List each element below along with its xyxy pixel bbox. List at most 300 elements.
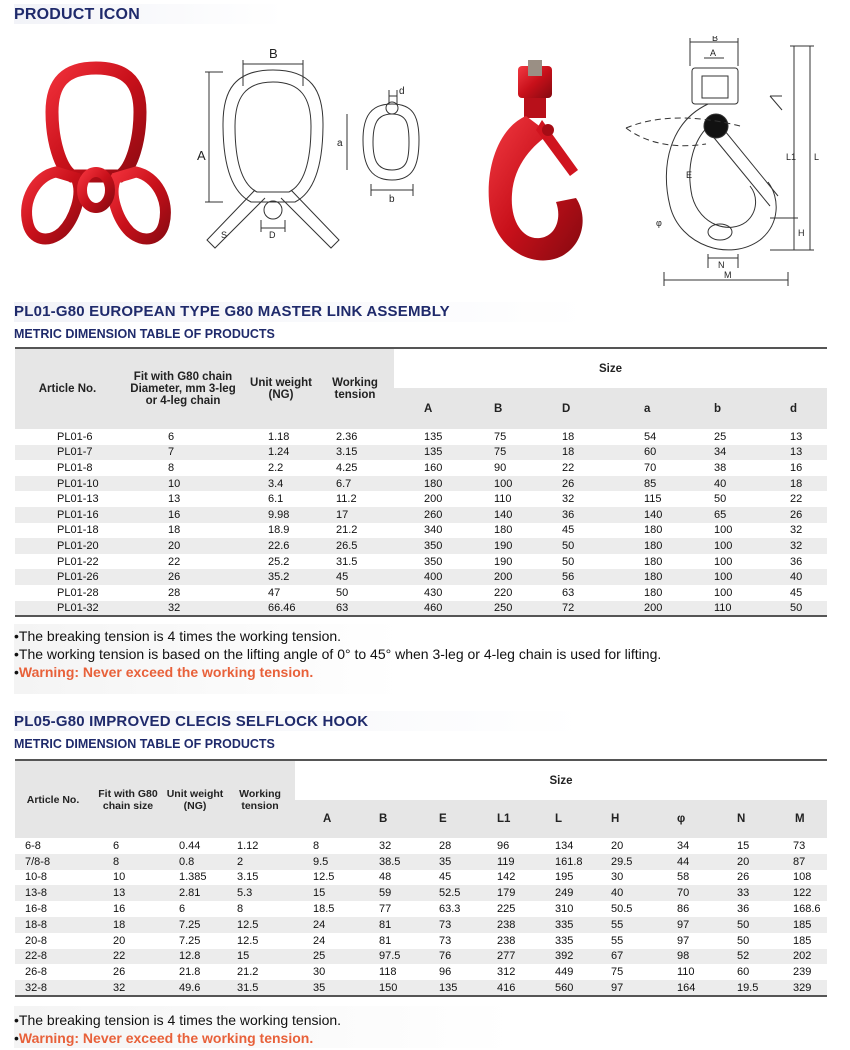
table-cell: 335 bbox=[531, 933, 589, 949]
table-cell: 12.5 bbox=[295, 870, 353, 886]
table-cell: 190 bbox=[472, 554, 544, 570]
table-cell: 56 bbox=[544, 569, 614, 585]
table-cell: 22-8 bbox=[15, 949, 91, 965]
table-cell: 32 bbox=[91, 980, 165, 996]
col-size-a-small: a bbox=[614, 388, 686, 429]
hook-label-l: L bbox=[814, 152, 820, 162]
table-cell: 21.8 bbox=[165, 964, 225, 980]
col2-size-l: L bbox=[531, 800, 589, 838]
table-cell: 560 bbox=[531, 980, 589, 996]
table-cell: 40 bbox=[686, 476, 760, 492]
col2-size-a: A bbox=[295, 800, 353, 838]
table-cell: 238 bbox=[471, 917, 531, 933]
table-cell: 81 bbox=[353, 917, 411, 933]
hook-label-phi: φ bbox=[656, 218, 662, 228]
table-cell: 52 bbox=[707, 949, 771, 965]
col2-size-n: N bbox=[707, 800, 771, 838]
table-cell: 100 bbox=[686, 585, 760, 601]
table-cell: 26 bbox=[120, 569, 246, 585]
table-cell: 8 bbox=[225, 901, 295, 917]
table-cell: 86 bbox=[647, 901, 707, 917]
table-cell: 45 bbox=[544, 523, 614, 539]
section1-subtitle: METRIC DIMENSION TABLE OF PRODUCTS bbox=[14, 327, 275, 341]
master-link-photo bbox=[14, 60, 179, 255]
link-label-b: B bbox=[269, 46, 278, 61]
table-cell: 35.2 bbox=[246, 569, 316, 585]
table-cell: 24 bbox=[295, 933, 353, 949]
col-tension: Working tension bbox=[316, 348, 394, 429]
table-cell: 225 bbox=[471, 901, 531, 917]
table-cell: 13 bbox=[760, 429, 827, 445]
col2-size-phi: φ bbox=[647, 800, 707, 838]
warning2-line bbox=[14, 1029, 341, 1047]
link-label-a: A bbox=[197, 148, 206, 163]
table-cell: 200 bbox=[472, 569, 544, 585]
table-cell: 25 bbox=[686, 429, 760, 445]
col-size-b: B bbox=[472, 388, 544, 429]
table-cell: 36 bbox=[760, 554, 827, 570]
table-cell: 32 bbox=[760, 523, 827, 539]
small-label-b: b bbox=[389, 194, 395, 205]
table-cell: PL01-16 bbox=[15, 507, 120, 523]
table-cell: 20 bbox=[589, 838, 647, 854]
table-cell: 54 bbox=[614, 429, 686, 445]
table-cell: 6 bbox=[120, 429, 246, 445]
table-cell: 180 bbox=[614, 569, 686, 585]
table-cell: 45 bbox=[411, 870, 471, 886]
table-cell: 38 bbox=[686, 460, 760, 476]
table-cell: 13 bbox=[760, 445, 827, 461]
link-label-d: D bbox=[269, 230, 276, 240]
table-cell: 161.8 bbox=[531, 854, 589, 870]
col-size-d-small: d bbox=[760, 388, 827, 429]
table-cell: 0.8 bbox=[165, 854, 225, 870]
master-link-row bbox=[15, 507, 827, 523]
table-cell: 115 bbox=[614, 491, 686, 507]
table-cell: 18-8 bbox=[15, 917, 91, 933]
hook-label-h: H bbox=[798, 228, 805, 238]
warning-text: Warning: Never exceed the working tension. bbox=[18, 664, 314, 680]
table-cell: 168.6 bbox=[771, 901, 827, 917]
note-breaking-tension: •The breaking tension is 4 times the working tension. bbox=[14, 628, 342, 644]
hook-row bbox=[15, 885, 827, 901]
master-link-row bbox=[15, 445, 827, 461]
table-cell: 134 bbox=[531, 838, 589, 854]
table-cell: 20 bbox=[707, 854, 771, 870]
table-cell: 110 bbox=[472, 491, 544, 507]
table-cell: 0.44 bbox=[165, 838, 225, 854]
table-cell: 96 bbox=[471, 838, 531, 854]
hook-row bbox=[15, 964, 827, 980]
table-cell: 81 bbox=[353, 933, 411, 949]
selflock-hook-table bbox=[15, 759, 827, 997]
table-cell: 75 bbox=[472, 445, 544, 461]
table-cell: 400 bbox=[394, 569, 472, 585]
master-link-row bbox=[15, 538, 827, 554]
table-cell: 70 bbox=[647, 885, 707, 901]
table-cell: PL01-32 bbox=[15, 601, 120, 617]
table-cell: 180 bbox=[394, 476, 472, 492]
master-link-row bbox=[15, 491, 827, 507]
table-cell: 32 bbox=[544, 491, 614, 507]
table-cell: 59 bbox=[353, 885, 411, 901]
table-cell: 100 bbox=[686, 554, 760, 570]
table-cell: 20-8 bbox=[15, 933, 91, 949]
table-cell: 32-8 bbox=[15, 980, 91, 996]
table-cell: 200 bbox=[614, 601, 686, 617]
table-cell: 4.25 bbox=[316, 460, 394, 476]
table-cell: 5.3 bbox=[225, 885, 295, 901]
table-cell: 118 bbox=[353, 964, 411, 980]
table-cell: 36 bbox=[544, 507, 614, 523]
table-cell: 26 bbox=[707, 870, 771, 886]
table-cell: 73 bbox=[411, 933, 471, 949]
table-cell: 180 bbox=[614, 523, 686, 539]
col2-weight: Unit weight (NG) bbox=[165, 760, 225, 838]
table-cell: 1.12 bbox=[225, 838, 295, 854]
table-cell: 15 bbox=[225, 949, 295, 965]
col2-size-h: H bbox=[589, 800, 647, 838]
table-cell: 3.15 bbox=[316, 445, 394, 461]
table-cell: 312 bbox=[471, 964, 531, 980]
table-cell: 49.6 bbox=[165, 980, 225, 996]
table-cell: 31.5 bbox=[316, 554, 394, 570]
table-cell: PL01-18 bbox=[15, 523, 120, 539]
table-cell: 25 bbox=[295, 949, 353, 965]
table-cell: 75 bbox=[589, 964, 647, 980]
table-cell: 340 bbox=[394, 523, 472, 539]
table-cell: 3.15 bbox=[225, 870, 295, 886]
table-cell: 1.18 bbox=[246, 429, 316, 445]
table-cell: 200 bbox=[394, 491, 472, 507]
table-cell: 60 bbox=[707, 964, 771, 980]
table-cell: 34 bbox=[686, 445, 760, 461]
table-cell: 97.5 bbox=[353, 949, 411, 965]
table-cell: 66.46 bbox=[246, 601, 316, 617]
table-cell: 10 bbox=[120, 476, 246, 492]
table-cell: 108 bbox=[771, 870, 827, 886]
table-cell: 160 bbox=[394, 460, 472, 476]
table-cell: 8 bbox=[91, 854, 165, 870]
table-cell: 150 bbox=[353, 980, 411, 996]
col2-tension: Working tension bbox=[225, 760, 295, 838]
table-cell: 12.5 bbox=[225, 933, 295, 949]
table-cell: 260 bbox=[394, 507, 472, 523]
small-label-d: d bbox=[399, 86, 405, 97]
table-cell: 30 bbox=[295, 964, 353, 980]
table-cell: 22 bbox=[120, 554, 246, 570]
table-cell: 202 bbox=[771, 949, 827, 965]
table-cell: 10-8 bbox=[15, 870, 91, 886]
table-cell: 335 bbox=[531, 917, 589, 933]
table-cell: 48 bbox=[353, 870, 411, 886]
table-cell: 97 bbox=[647, 933, 707, 949]
table-cell: 26.5 bbox=[316, 538, 394, 554]
table-cell: 6 bbox=[91, 838, 165, 854]
table-cell: 180 bbox=[614, 554, 686, 570]
table-cell: 63 bbox=[544, 585, 614, 601]
table-cell: 277 bbox=[471, 949, 531, 965]
table-cell: 87 bbox=[771, 854, 827, 870]
table-cell: 22 bbox=[91, 949, 165, 965]
table-cell: 97 bbox=[589, 980, 647, 996]
table-cell: 238 bbox=[471, 933, 531, 949]
table-cell: 22 bbox=[760, 491, 827, 507]
section1-notes bbox=[14, 627, 661, 681]
table-cell: 135 bbox=[394, 445, 472, 461]
table-cell: 75 bbox=[472, 429, 544, 445]
table-cell: 6-8 bbox=[15, 838, 91, 854]
table-cell: 329 bbox=[771, 980, 827, 996]
table-cell: 7.25 bbox=[165, 933, 225, 949]
table-cell: 195 bbox=[531, 870, 589, 886]
table-cell: 18 bbox=[760, 476, 827, 492]
table-cell: 70 bbox=[614, 460, 686, 476]
table-cell: 140 bbox=[614, 507, 686, 523]
table-cell: 40 bbox=[589, 885, 647, 901]
table-cell: 13 bbox=[91, 885, 165, 901]
table-cell: 15 bbox=[295, 885, 353, 901]
table-cell: PL01-10 bbox=[15, 476, 120, 492]
table-cell: 16 bbox=[760, 460, 827, 476]
table-cell: 140 bbox=[472, 507, 544, 523]
master-link-row bbox=[15, 429, 827, 445]
hook-row bbox=[15, 838, 827, 854]
table-cell: 55 bbox=[589, 933, 647, 949]
table-cell: 50 bbox=[760, 601, 827, 617]
table-cell: 110 bbox=[686, 601, 760, 617]
table-cell: 50 bbox=[544, 538, 614, 554]
table-cell: 135 bbox=[394, 429, 472, 445]
table-cell: 18 bbox=[120, 523, 246, 539]
table-cell: 77 bbox=[353, 901, 411, 917]
hook-row bbox=[15, 901, 827, 917]
hook-row bbox=[15, 917, 827, 933]
table-cell: 52.5 bbox=[411, 885, 471, 901]
table-cell: 31.5 bbox=[225, 980, 295, 996]
col2-size-e: E bbox=[411, 800, 471, 838]
table-cell: 164 bbox=[647, 980, 707, 996]
table-cell: 11.2 bbox=[316, 491, 394, 507]
table-cell: PL01-28 bbox=[15, 585, 120, 601]
table-cell: 21.2 bbox=[316, 523, 394, 539]
table-cell: 239 bbox=[771, 964, 827, 980]
table-cell: 190 bbox=[472, 538, 544, 554]
table-cell: 16 bbox=[120, 507, 246, 523]
table-cell: 15 bbox=[707, 838, 771, 854]
table-cell: 8 bbox=[295, 838, 353, 854]
table-cell: 416 bbox=[471, 980, 531, 996]
table-cell: 2 bbox=[225, 854, 295, 870]
table-cell: PL01-7 bbox=[15, 445, 120, 461]
table-cell: 25.2 bbox=[246, 554, 316, 570]
table-cell: 18 bbox=[91, 917, 165, 933]
master-link-row bbox=[15, 523, 827, 539]
note-lifting-angle: •The working tension is based on the lifting angle of 0° to 45° when 3-leg or 4-leg chain is used for lifting. bbox=[14, 646, 662, 662]
table-cell: 350 bbox=[394, 554, 472, 570]
col2-size-l1: L1 bbox=[471, 800, 531, 838]
table-cell: 44 bbox=[647, 854, 707, 870]
warning-line bbox=[14, 663, 661, 681]
hook-row bbox=[15, 933, 827, 949]
table-cell: 50 bbox=[316, 585, 394, 601]
master-link-row bbox=[15, 585, 827, 601]
table-cell: 58 bbox=[647, 870, 707, 886]
master-link-row bbox=[15, 476, 827, 492]
hook-label-a: A bbox=[710, 48, 717, 58]
link-label-s: S bbox=[221, 230, 228, 240]
table-cell: 26-8 bbox=[15, 964, 91, 980]
table-cell: 55 bbox=[589, 917, 647, 933]
table-cell: 7.25 bbox=[165, 917, 225, 933]
table-cell: 47 bbox=[246, 585, 316, 601]
warning-bullet: • bbox=[14, 664, 19, 680]
table-cell: 26 bbox=[760, 507, 827, 523]
hook-row bbox=[15, 870, 827, 886]
table-cell: 29.5 bbox=[589, 854, 647, 870]
table-cell: 30 bbox=[589, 870, 647, 886]
table-cell: 250 bbox=[472, 601, 544, 617]
table-cell: 12.8 bbox=[165, 949, 225, 965]
selflock-hook-photo bbox=[478, 60, 593, 275]
table-cell: 2.36 bbox=[316, 429, 394, 445]
table-cell: PL01-26 bbox=[15, 569, 120, 585]
table-cell: 76 bbox=[411, 949, 471, 965]
table-cell: 50.5 bbox=[589, 901, 647, 917]
table-cell: 85 bbox=[614, 476, 686, 492]
master-link-table bbox=[15, 347, 827, 617]
col2-size-b: B bbox=[353, 800, 411, 838]
master-link-row bbox=[15, 601, 827, 617]
table-cell: 7 bbox=[120, 445, 246, 461]
table-cell: 65 bbox=[686, 507, 760, 523]
table-cell: 35 bbox=[295, 980, 353, 996]
table-cell: 73 bbox=[771, 838, 827, 854]
table-cell: 67 bbox=[589, 949, 647, 965]
table-cell: 100 bbox=[686, 523, 760, 539]
table-cell: 13 bbox=[120, 491, 246, 507]
table-cell: 8 bbox=[120, 460, 246, 476]
table-cell: 100 bbox=[472, 476, 544, 492]
table-cell: 32 bbox=[760, 538, 827, 554]
hook-label-l1: L1 bbox=[786, 152, 797, 162]
table-cell: 2.81 bbox=[165, 885, 225, 901]
table-cell: 72 bbox=[544, 601, 614, 617]
table-cell: 97 bbox=[647, 917, 707, 933]
master-link-row bbox=[15, 460, 827, 476]
col-size-a: A bbox=[394, 388, 472, 429]
small-label-a: a bbox=[337, 138, 343, 149]
table-cell: 6 bbox=[165, 901, 225, 917]
hook-label-e: E bbox=[686, 170, 693, 180]
table-cell: 13-8 bbox=[15, 885, 91, 901]
master-link-diagram bbox=[195, 42, 350, 257]
table-cell: PL01-13 bbox=[15, 491, 120, 507]
table-cell: 310 bbox=[531, 901, 589, 917]
table-cell: 50 bbox=[707, 917, 771, 933]
table-cell: 19.5 bbox=[707, 980, 771, 996]
table-cell: 9.98 bbox=[246, 507, 316, 523]
table-cell: 122 bbox=[771, 885, 827, 901]
warning2-text: Warning: Never exceed the working tension. bbox=[18, 1030, 314, 1046]
table-cell: 60 bbox=[614, 445, 686, 461]
table-cell: 20 bbox=[120, 538, 246, 554]
table-cell: 28 bbox=[120, 585, 246, 601]
section2-notes bbox=[14, 1011, 341, 1047]
col2-article: Article No. bbox=[15, 760, 91, 838]
table-cell: 63.3 bbox=[411, 901, 471, 917]
table-cell: 35 bbox=[411, 854, 471, 870]
table-cell: 180 bbox=[614, 538, 686, 554]
table-cell: 142 bbox=[471, 870, 531, 886]
table-cell: 40 bbox=[760, 569, 827, 585]
col2-size-m: M bbox=[771, 800, 827, 838]
table-cell: 45 bbox=[316, 569, 394, 585]
table-cell: 45 bbox=[760, 585, 827, 601]
table-cell: PL01-6 bbox=[15, 429, 120, 445]
table-cell: 18.9 bbox=[246, 523, 316, 539]
table-cell: 460 bbox=[394, 601, 472, 617]
table-cell: 63 bbox=[316, 601, 394, 617]
table-cell: 100 bbox=[686, 538, 760, 554]
section2-title: PL05-G80 IMPROVED CLECIS SELFLOCK HOOK bbox=[14, 713, 369, 730]
table-cell: 110 bbox=[647, 964, 707, 980]
col-size-b-small: b bbox=[686, 388, 760, 429]
table-cell: 179 bbox=[471, 885, 531, 901]
table-cell: 6.7 bbox=[316, 476, 394, 492]
table-cell: 16 bbox=[91, 901, 165, 917]
table-cell: 10 bbox=[91, 870, 165, 886]
table-cell: 18.5 bbox=[295, 901, 353, 917]
table-cell: 16-8 bbox=[15, 901, 91, 917]
table-cell: 73 bbox=[411, 917, 471, 933]
table-cell: 90 bbox=[472, 460, 544, 476]
table-cell: 22.6 bbox=[246, 538, 316, 554]
table-cell: 50 bbox=[707, 933, 771, 949]
table-cell: 20 bbox=[91, 933, 165, 949]
table-cell: 9.5 bbox=[295, 854, 353, 870]
table-cell: 185 bbox=[771, 917, 827, 933]
table-cell: 33 bbox=[707, 885, 771, 901]
hook-label-m: M bbox=[724, 270, 732, 280]
table-cell: 180 bbox=[614, 585, 686, 601]
small-link-diagram bbox=[335, 82, 420, 207]
table-cell: 100 bbox=[686, 569, 760, 585]
table-cell: 22 bbox=[544, 460, 614, 476]
warning2-bullet: • bbox=[14, 1030, 19, 1046]
table-cell: 36 bbox=[707, 901, 771, 917]
table-cell: 1.24 bbox=[246, 445, 316, 461]
table-cell: 135 bbox=[411, 980, 471, 996]
table-cell: PL01-20 bbox=[15, 538, 120, 554]
master-link-row bbox=[15, 569, 827, 585]
hook-row bbox=[15, 949, 827, 965]
hook-label-n: N bbox=[718, 260, 725, 270]
table-cell: 38.5 bbox=[353, 854, 411, 870]
table-cell: 12.5 bbox=[225, 917, 295, 933]
col-article: Article No. bbox=[15, 348, 120, 429]
hook-row bbox=[15, 980, 827, 996]
hook-label-b: B bbox=[712, 36, 719, 43]
table-cell: 249 bbox=[531, 885, 589, 901]
table-cell: 96 bbox=[411, 964, 471, 980]
table-cell: 2.2 bbox=[246, 460, 316, 476]
table-cell: 26 bbox=[91, 964, 165, 980]
section2-subtitle: METRIC DIMENSION TABLE OF PRODUCTS bbox=[14, 737, 275, 751]
col-size-d: D bbox=[544, 388, 614, 429]
hook-row bbox=[15, 854, 827, 870]
col2-fit: Fit with G80 chain size bbox=[91, 760, 165, 838]
